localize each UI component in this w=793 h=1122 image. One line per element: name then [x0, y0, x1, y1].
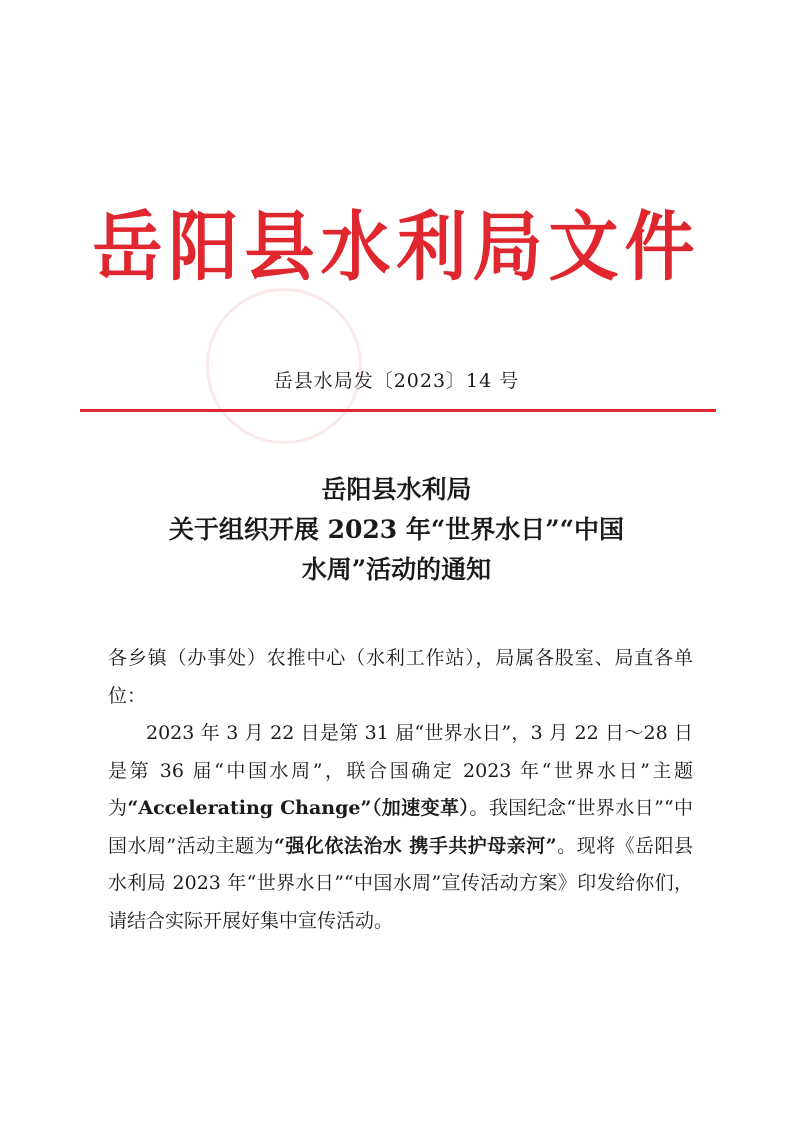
- paragraph-text-2: 。我国纪念“世界水日”“中国水周”活动主题为: [108, 797, 693, 857]
- red-divider-line: [80, 409, 716, 412]
- title-line-3: 水周”活动的通知: [301, 555, 492, 584]
- world-water-day-theme: “Accelerating Change”（加速变革）: [127, 797, 470, 819]
- document-number: 岳县水局发〔2023〕14 号: [273, 370, 520, 392]
- paragraph-text-3: 。现将《岳阳县水利局 2023 年“世界水日”“中国水周”宣传活动方案》印发给你们，请结合实际开展好集中宣传活动。: [108, 834, 693, 932]
- masthead-title: 岳阳县水利局文件: [92, 201, 701, 292]
- china-water-week-theme: “强化依法治水 携手共护母亲河”: [274, 834, 557, 857]
- salutation: 各乡镇（办事处）农推中心（水利工作站），局属各股室、局直各单位：: [108, 647, 693, 707]
- body-paragraph: [108, 715, 693, 940]
- notice-title: [60, 470, 733, 590]
- title-line-1: 岳阳县水利局: [321, 475, 472, 504]
- paragraph-text-1: 2023 年 3 月 22 日是第 31 届“世界水日”，3 月 22 日～28 日是第 36 届“中国水周”，联合国确定 2023 年“世界水日”主题为: [108, 722, 693, 819]
- notice-body: [108, 640, 693, 940]
- title-line-2: 关于组织开展 2023 年“世界水日”“中国: [168, 515, 625, 544]
